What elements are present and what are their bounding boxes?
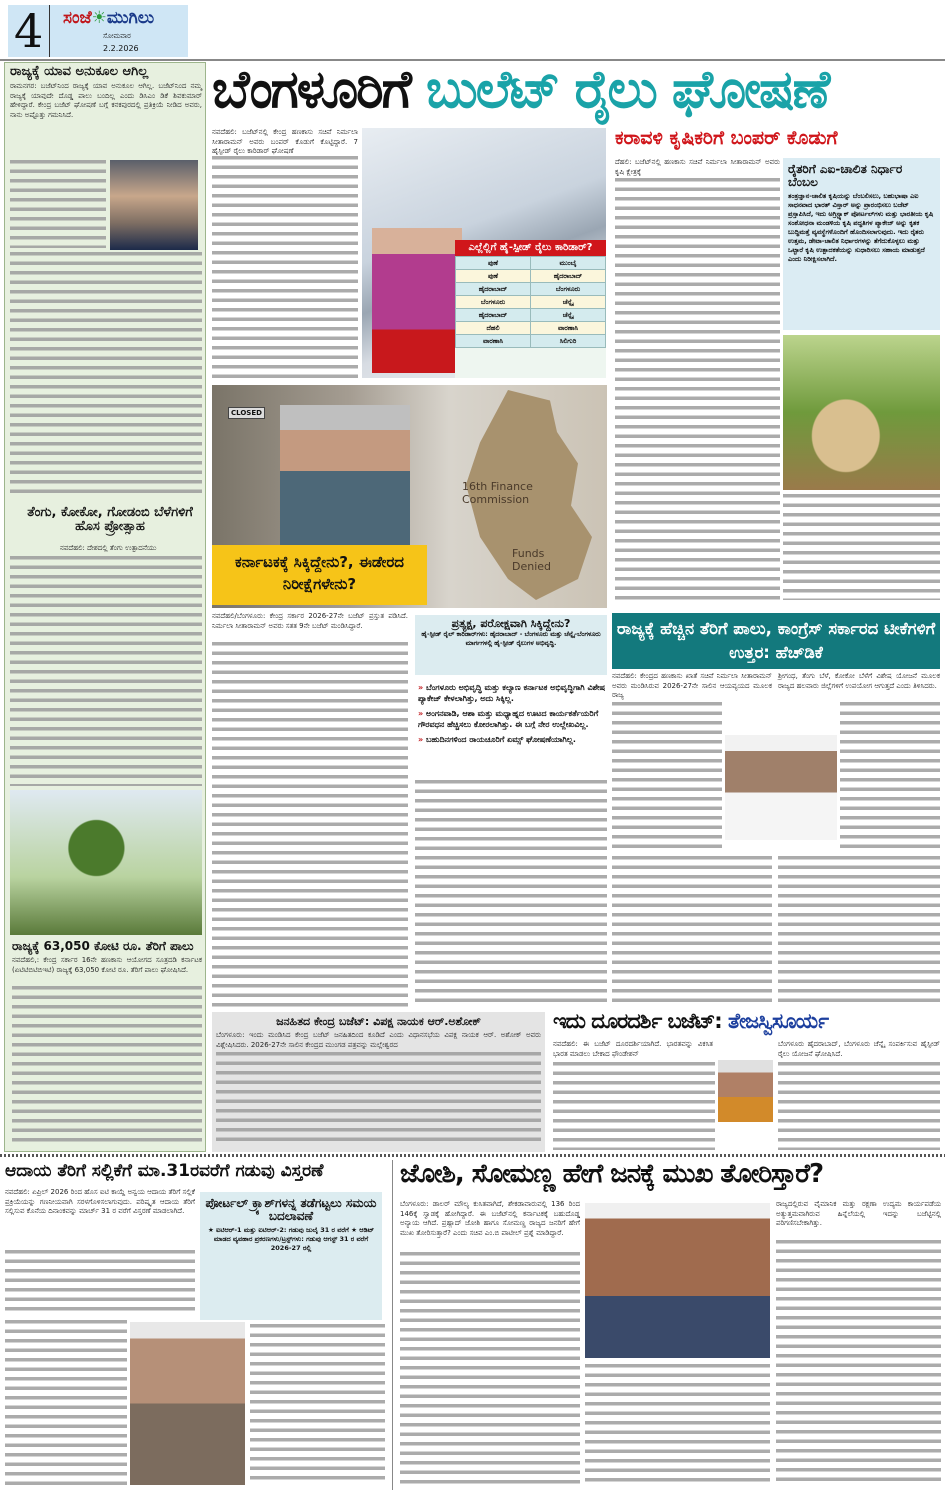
corridor-row [456, 296, 606, 309]
nirmala-sitharaman-photo [372, 228, 462, 373]
article-lead: ನವದೆಹಲಿ,: ಕೇಂದ್ರ ಸರ್ಕಾರ 16ನೇ ಹಣಕಾಸು ಆಯೋಗದ ಸೂತ್ರದಡಿ ಕರ್ನಾಟಕ (ಏಟಿಟಿಬಿಟಿಬಿಇಟಿ) ರಾಜ್ಯಕ್ಕೆ 63,050 ಕೋಟಿ ರೂ. ತೆರಿಗೆ ಪಾಲು ಘೋಷಿಸಿದೆ. [12, 956, 202, 974]
article-body [612, 702, 722, 852]
corridor-from: ಪುಣೆ [456, 257, 531, 270]
box-title: ಪೋರ್ಟಲ್ ಕ್ರ್ಯಾಶ್‌ಗಳನ್ನ ತಡೆಗಟ್ಟಲು ಸಮಯ ಬದಲಾವಣೆ [205, 1196, 377, 1224]
section-divider [0, 1154, 945, 1157]
newspaper-logo [63, 8, 154, 28]
date: 2.2.2026 [103, 44, 139, 53]
article-body [12, 986, 202, 1146]
article-lead: ನವದೆಹಲಿ: ಬಜೆಟ್‌ನಲ್ಲಿ ಕೇಂದ್ರ ಹಣಕಾಸು ಸಚಿವೆ ನಿರ್ಮಲಾ ಸೀತಾರಾಮನ್ ಅವರು ಬಂಪರ್ ಕೊಡುಗೆ ಕೊಟ್ಟಿದ್ದಾರೆ. 7 ಹೈಸ್ಪೀಡ್ ರೈಲು ಕಾರಿಡಾರ್ ಘೋಷಣೆ [212, 128, 358, 155]
corridor-to: ಸಿಲಿಗುರಿ [531, 335, 606, 348]
article-lead: ದೆಹಲಿ: ಬಜೆಟ್‌ನಲ್ಲಿ ಹಣಕಾಸು ಸಚಿವೆ ನಿರ್ಮಲಾ ಸೀತಾರಾಮನ್ ಅವರು ಕೃಷಿ ಕ್ಷೇತ್ರಕ್ಕೆ [615, 158, 780, 176]
article-body [840, 702, 940, 852]
corridor-from: ಬೆಂಗಳೂರು [456, 296, 531, 309]
headline: ರಾಜ್ಯಕ್ಕೆ 63,050 ಕೋಟಿ ರೂ. ತೆರಿಗೆ ಪಾಲು [12, 939, 194, 953]
corridor-to: ಮುಂಬೈ [531, 257, 606, 270]
map-label-funds-denied: Funds Denied [512, 547, 552, 573]
article-body [612, 856, 772, 1006]
article-lead: ನವದೆಹಲಿ: ಕೇಂದ್ರದ ಹಣಕಾಸು ಖಾತೆ ಸಚಿವೆ ನಿರ್ಮಲಾ ಸೀತಾರಾಮನ್ ಅವರು ಮಂಡಿಸಿರುವ 2026-27ನೇ ಸಾಲಿನ ಆಯವ್ಯಯದ ಮೂಲಕ ರಾಜ್ಯ [612, 672, 772, 699]
corridor-row [456, 257, 606, 270]
article-lead: ನವದೆಹಲಿ/ಬೆಂಗಳೂರು: ಕೇಂದ್ರ ಸರ್ಕಾರ 2026-27ನೇ ಬಜೆಟ್ ಪ್ರಸ್ತುತ ಪಡಿಸಿದೆ. ನಿರ್ಮಲಾ ಸೀತಾರಾಮನ್ ಅವರು ಸತತ 9ನೇ ಬಜೆಟ್ ಮಂಡಿಸಿದ್ದಾರೆ. [212, 612, 408, 630]
headline: ಜೋಶಿ, ಸೋಮಣ್ಣ ಹೇಗೆ ಜನಕ್ಕೆ ಮುಖ ತೋರಿಸ್ತಾರೆ? [400, 1159, 824, 1189]
bullet-list [418, 682, 606, 749]
article-lead: ರಾಜ್ಯದಲ್ಲಿರುವ ವೈಮಾನಿಕ ಮತ್ತು ರಕ್ಷಣಾ ಉದ್ಯಮ ಕಾರ್ಯಪಡೆಯ ಅತ್ಯುತ್ತಮವಾಗಿರುವ ಹಿನ್ನೆಲೆಯಲ್ಲಿ ಇದನ್ನು ಬಜೆಟ್ಟಿನಲ್ಲಿ ಪರಿಗಣಿಸಬೇಕಾಗಿತ್ತು. [776, 1200, 941, 1227]
map-label-finance-commission: 16th Finance Commission [462, 480, 533, 506]
article-body [10, 556, 202, 786]
article-lead: ಶ್ರೀಗಂಧ, ತೆಂಗು ಬೆಳೆ, ಕೋಕೋ ಬೆಳೆಗೆ ವಿಶೇಷ ಯೋಜನೆ ಮೂಲಕ ರಾಜ್ಯದ ಹಲವಾರು ಜಿಲ್ಲೆಗಳಿಗೆ ಉಪಯೋಗ ಆಗುತ್ತದೆ ಎಂದು ತಿಳಿಸಿದರು. [778, 672, 940, 690]
tejasvi-headline [553, 1010, 943, 1033]
budget-composite-image [212, 385, 607, 608]
corridor-row [456, 270, 606, 283]
article-lead: ರಾಮನಗರ: ಬಜೆಟ್‌ನಿಂದ ರಾಜ್ಯಕ್ಕೆ ಯಾವ ಅನುಕೂಲ ಆಗಿಲ್ಲ. ಬಜೆಟ್‌ನಿಂದ ನಮ್ಮ ರಾಜ್ಯಕ್ಕೆ ಯಾವುದೇ ದೊಡ್ಡ ಪಾಲು ಬಂದಿಲ್ಲ ಎಂದು ಡಿಸಿಎಂ ಡಿಕೆ ಶಿವಕುಮಾರ್ ಹೇಳಿದ್ದಾರೆ. ಕೇಂದ್ರ ಬಜೆಟ್ ಘೋಷಣೆ ಬಗ್ಗೆ ಕನಕಪುರದಲ್ಲಿ ಪ್ರತಿಕ್ರಿಯೆ ನೀಡಿದ ಅವರು, ನಾನು ಅಷ್ಟೊತ್ತು ಗಮನಿಸಿದೆ. [10, 82, 202, 119]
ashok-box [212, 1012, 545, 1152]
article-lead: ಬೆಂಗಳೂರು: ಇಂದು ಮಂಡಿಸಿದ ಕೇಂದ್ರ ಬಜೆಟ್ ಜನಹಿತದಿಂದ ಕೂಡಿದೆ ಎಂದು ವಿಧಾನಸಭೆಯ ವಿಪಕ್ಷ ನಾಯಕ ಆರ್. ಅಶೋಕ್ ಅವರು ವಿಶ್ಲೇಷಿಸಿದರು. 2026-27ನೇ ಸಾಲಿನ ಕೇಂದ್ರದ ಮುಂಗಡ ಪತ್ರವನ್ನು ಮಲ್ಲೇಶ್ವರದ [216, 1031, 541, 1049]
dk-shivakumar-photo [110, 160, 198, 250]
tejasvi-surya-photo [718, 1060, 773, 1122]
article-lead: ನವದೆಹಲಿ: ದೇಶದಲ್ಲಿ ತೆಂಗು ಉತ್ಪಾದನೆಯು [60, 544, 157, 552]
article-body [585, 1364, 770, 1486]
hd-kumaraswamy-photo [725, 735, 837, 840]
article-body [553, 1062, 715, 1150]
corridor-row [456, 322, 606, 335]
corridor-row [456, 309, 606, 322]
article-body [415, 780, 607, 1008]
corridor-table-box [455, 240, 606, 378]
hdk-headline: ರಾಜ್ಯಕ್ಕೆ ಹೆಚ್ಚಿನ ತೆರಿಗೆ ಪಾಲು, ಕಾಂಗ್ರೆಸ್ ಸರ್ಕಾರದ ಟೀಕೆಗಳಿಗೆ ಉತ್ತರ: ಹೆಚ್‌ಡಿಕೆ [612, 613, 940, 669]
box-text: ★ ಐಟಿಆರ್-1 ಮತ್ತು ಐಟಿಆರ್-2: ಗಡುವು ಜುಲೈ 31 ರ ವರೆಗೆ ★ ಆಡಿಟ್ ಮಾಡದ ವ್ಯವಹಾರ ಪ್ರಕರಣಗಳು/ಟ್ರಸ್ಟ್‌ಗಳು: ಗಡುವು ಆಗಸ್ಟ್ 31 ರ ವರೆಗೆ 2026-27 ರಲ್ಲಿ [207, 1226, 375, 1253]
nirmala-sitharaman-photo [130, 1322, 245, 1485]
article-lead: ಬೆಂಗಳೂರು ಹೈದರಾಬಾದ್, ಬೆಂಗಳೂರು ಚೆನ್ನೈ ಸಂಪರ್ಕಿಸುವ ಹೈಸ್ಪೀಡ್ ರೈಲು ಯೋಜನೆ ಘೋಷಿಸಿದೆ. [778, 1040, 940, 1058]
headline-blue: ತೇಜಸ್ವಿಸೂರ್ಯ [727, 1009, 828, 1033]
article-body [778, 1062, 940, 1150]
headline: ರಾಜ್ಯಕ್ಕೆ ಯಾವ ಅನುಕೂಲ ಆಗಿಲ್ಲ [10, 64, 149, 79]
sun-palm-icon: ☀ [91, 8, 107, 28]
corridor-row [456, 283, 606, 296]
headline: ಜನಹಿತದ ಕೇಂದ್ರ ಬಜೆಟ್: ವಿಪಕ್ಷ ನಾಯಕ ಆರ್.ಅಶೋಕ್ [276, 1015, 481, 1028]
day: ಸೋಮವಾರ [103, 32, 131, 40]
headline-teal: ಬುಲೆಟ್ ರೈಲು ಘೋಷಣೆ [425, 60, 829, 120]
corridor-from: ವಾರಣಾಸಿ [456, 335, 531, 348]
article-body [10, 252, 202, 498]
coconut-tree-photo [10, 790, 202, 935]
headline: ಆದಾಯ ತೆರಿಗೆ ಸಲ್ಲಿಕೆಗೆ ಮಾ.31ರವರೆಗೆ ಗಡುವು ವಿಸ್ತರಣೆ [5, 1161, 324, 1181]
divider [392, 1160, 393, 1490]
corridor-to: ಚೆನ್ನೈ [531, 296, 606, 309]
corridor-to: ಹೈದರಾಬಾದ್ [531, 270, 606, 283]
logo-part1: ಸಂಜೆ [63, 8, 92, 28]
article-lead: ನವದೆಹಲಿ: ಈ ಬಜೆಟ್ ದೂರದರ್ಶಿಯಾಗಿದೆ. ಭಾರತವನ್ನು ವಿಕಸಿತ ಭಾರತ ಮಾಡಲು ಬೇಕಾದ ಫೌಂಡೇಶನ್ [553, 1040, 713, 1058]
corridor-from: ದೆಹಲಿ [456, 322, 531, 335]
article-body [776, 1240, 941, 1486]
portal-box [200, 1192, 382, 1320]
article-body [212, 156, 358, 380]
corridor-table [455, 256, 606, 348]
corridor-from: ಹೈದರಾಬಾದ್ [456, 283, 531, 296]
box-text: ಹೈ-ಸ್ಪೀಡ್ ರೈಲ್ ಕಾರಿಡಾರ್‌ಗಳು: ಹೈದರಾಬಾದ್ - ಬೆಂಗಳೂರು ಮತ್ತು ಚೆನ್ನೈ-ಬೆಂಗಳೂರು ಮಾರ್ಗಗಳಲ್ಲಿ ಹೈ-ಸ್ಪೀಡ್ ರೈಲುಗಳ ಅಭಿವೃದ್ಧಿ. [421, 631, 601, 648]
headline-black: ಬೆಂಗಳೂರಿಗೆ [212, 60, 410, 120]
article-body [212, 642, 408, 1008]
image-caption: ಕರ್ನಾಟಕಕ್ಕೆ ಸಿಕ್ಕಿದ್ದೇನು?, ಈಡೇರದ ನಿರೀಕ್ಷೆಗಳೇನು? [212, 545, 427, 605]
corridor-to: ವಾರಣಾಸಿ [531, 322, 606, 335]
corridor-from: ಹೈದರಾಬಾದ್ [456, 309, 531, 322]
corridor-table-title: ಎಲ್ಲೆಲ್ಲಿಗೆ ಹೈ-ಸ್ಪೀಡ್ ರೈಲು ಕಾರಿಡಾರ್? [455, 240, 606, 256]
box-text: ತಂತ್ರಜ್ಞಾನ-ಚಾಲಿತ ಕೃಷಿಯನ್ನು ಬೆಂಬಲಿಸಲು, ಬಹುಭಾಷಾ ಎಐ ಸಾಧನವಾದ ಭಾರತ್ ವಿಸ್ತಾರ್ ಅನ್ನು ಪ್ರಾರಂಭಿಸಲು ಬಜೆಟ್ ಪ್ರಸ್ತಾಪಿಸಿದೆ, ಇದು ಅಗ್ರಿಸ್ಟ್ಯಾಕ್ ಪೋರ್ಟಲ್‌ಗಳು ಮತ್ತು ಭಾರತೀಯ ಕೃಷಿ ಸಂಶೋಧನಾ ಮಂಡಳಿಯ ಕೃಷಿ ಪದ್ಧತಿಗಳ ಪ್ಯಾಕೇಜ್ ಅನ್ನು ಕೃತಕ ಬುದ್ಧಿಮತ್ತೆ ವ್ಯವಸ್ಥೆಗಳೊಂದಿಗೆ ಹೊಂದಿಸಲಾಗುವುದು. ಇದು ರೈತರು ಉತ್ತಮ, ಡೇಟಾ-ಚಾಲಿತ ನಿರ್ಧಾರಗಳನ್ನು ತೆಗೆದುಕೊಳ್ಳಲು ಮತ್ತು ಒಟ್ಟಾರೆ ಕೃಷಿ ಉತ್ಪಾದಕತೆಯನ್ನು ಸುಧಾರಿಸಲು ಸಹಾಯ ಮಾಡುತ್ತದೆ ಎಂದು ನಿರೀಕ್ಷಿಸಲಾಗಿದೆ. [788, 192, 934, 264]
page-number: 4 [14, 5, 50, 57]
article-lead: ಬೆಂಗಳೂರು: ಡಾಲರ್ ಮೌಲ್ಯ ಕುಸಿತವಾಗಿದೆ, ಶೇಕಡಾವಾರುವಲ್ಲಿ 136 ರಿಂದ 146ಕ್ಕೆ ಸ್ವಾಡಕ್ಕೆ ಹೋಗಿದ್ದಾರೆ. ಈ ಬಜೆಟ್‌ನಲ್ಲಿ ಕರ್ನಾಟಕಕ್ಕೆ ಬಹುದೊಡ್ಡ ಅನ್ಯಾಯ ಆಗಿದೆ. ಪ್ರಹ್ಲಾದ್ ಜೋಶಿ ಹಾಗೂ ಸೋಮಣ್ಣ ರಾಜ್ಯದ ಜನರಿಗೆ ಹೇಗೆ ಮುಖ ತೋರಿಸುತ್ತಾರೆ? ಎಂದು ಸಚಿವ ಎಂ.ಬಿ ಪಾಟೀಲ್ ಪ್ರಶ್ನೆ ಮಾಡಿದ್ದಾರೆ. [400, 1200, 580, 1237]
masthead [8, 5, 188, 57]
article-body [10, 160, 106, 248]
corridor-from: ಪುಣೆ [456, 270, 531, 283]
bullet-item: » ಅಂಗನವಾಡಿ, ಆಶಾ ಮತ್ತು ಮಧ್ಯಾಹ್ನದ ಊಟದ ಕಾರ್ಯಕರ್ತೆಯರಿಗೆ ಗೌರವಧನ ಹೆಚ್ಚಿಸಲು ಕೋರಲಾಗಿತ್ತು. ಈ ಬಗ್ಗೆ ನೇರ ಉಲ್ಲೇಖವಿಲ್ಲ. [418, 708, 606, 730]
article-body [615, 178, 780, 600]
ai-farming-box [783, 158, 940, 330]
corridor-to: ಚೆನ್ನೈ [531, 309, 606, 322]
headline: ತೆಂಗು, ಕೋಕೋ, ಗೋಡಂಬಿ ಬೆಳೆಗಳಿಗೆ ಹೊಸ ಪ್ರೋತ್ಸಾಹ [27, 505, 193, 535]
article-body [783, 494, 940, 600]
article-body [5, 1320, 127, 1485]
bullet-item: » ಬಹುದಿನಗಳಿಂದ ರಾಯಚೂರಿಗೆ ಏಮ್ಸ್ ಘೋಷಣೆಯಾಗಿಲ್ಲ. [418, 734, 606, 745]
main-headline [212, 62, 942, 119]
mb-patil-photo [585, 1203, 770, 1358]
bullet-item: » ಬೆಂಗಳೂರು ಅಭಿವೃದ್ಧಿ ಮತ್ತು ಕಲ್ಯಾಣ ಕರ್ನಾಟಕ ಅಭಿವೃದ್ಧಿಗಾಗಿ ವಿಶೇಷ ಪ್ಯಾಕೇಜ್ ಕೇಳಲಾಗಿತ್ತು, ಅದು ಸಿಕ್ಕಿಲ್ಲ. [418, 682, 606, 704]
article-body [778, 856, 940, 1006]
box-title: ಪ್ರತ್ಯಕ್ಷ, ಪರೋಕ್ಷವಾಗಿ ಸಿಕ್ಕಿದ್ದೇನು? [451, 617, 571, 630]
corridor-to: ಬೆಂಗಳೂರು [531, 283, 606, 296]
article-body [400, 1252, 580, 1486]
article-lead: ನವದೆಹಲಿ: ಏಪ್ರಿಲ್ 2026 ರಿಂದ ಹೊಸ ಐಟಿ ಕಾಯ್ದೆ ಅನ್ವಯ ಆದಾಯ ತೆರಿಗೆ ಸಲ್ಲಿಕೆ ಪ್ರಕ್ರಿಯೆಯನ್ನು ಗಣನೀಯವಾಗಿ ಸರಳಗೊಳಿಸಲಾಗುವುದು. ಪರಿಷ್ಕೃತ ಆದಾಯ ತೆರಿಗೆ ಸಲ್ಲಿಸುವ ಕೊನೆಯ ದಿನಾಂಕವನ್ನು ಮಾರ್ಚ್ 31 ರ ವರೆಗೆ ವಿಸ್ತರಣೆ ಮಾಡಲಾಗಿದೆ. [5, 1188, 195, 1215]
article-body [216, 1052, 541, 1142]
money-bag-farm-photo [783, 335, 940, 490]
closed-sign: CLOSED [228, 407, 265, 419]
logo-part2: ಮುಗಿಲು [106, 8, 155, 28]
headline-black: ಇದು ದೂರದರ್ಶಿ ಬಜೆಟ್: [553, 1009, 722, 1033]
box-title: ರೈತರಿಗೆ ಎಐ-ಚಾಲಿತ ನಿರ್ಧಾರ ಬೆಂಬಲ [788, 162, 903, 190]
article-body [250, 1324, 385, 1484]
article-body [5, 1250, 195, 1315]
direct-indirect-box [415, 615, 607, 675]
subheadline: ಕರಾವಳಿ ಕೃಷಿಕರಿಗೆ ಬಂಪರ್ ಕೊಡುಗೆ [615, 127, 838, 149]
corridor-row [456, 335, 606, 348]
